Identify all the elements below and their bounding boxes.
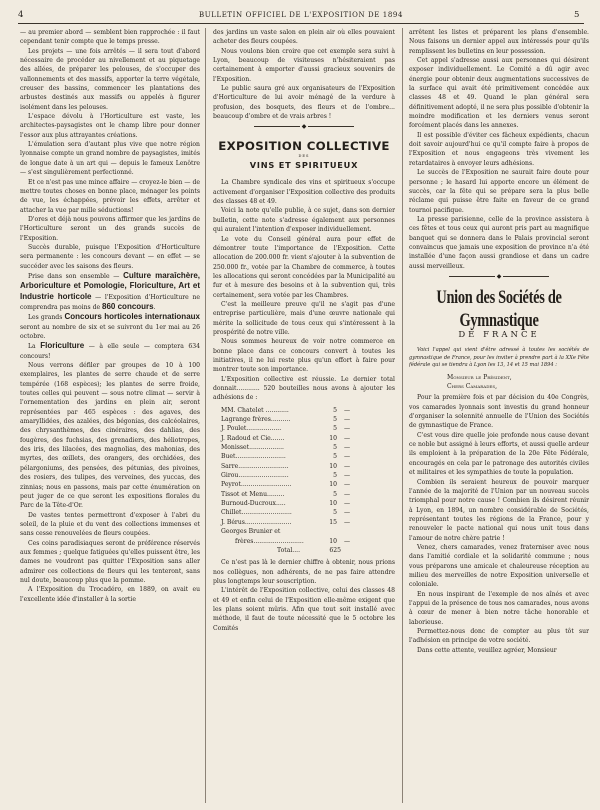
subscriber-name: Burnoud-Ducroux..... <box>221 500 286 508</box>
paragraph: C'est la meilleure preuve qu'il ne s'agit pas d'une entreprise particulière, mais d'une œuvre nationale qui mérite la sollicitude de tous ceux qui s'intéressent à la prospérité de notre ville. <box>213 300 395 336</box>
union-title: Union des Sociétés de Gymnastique <box>436 286 562 332</box>
list-item <box>213 527 395 536</box>
subscriber-count: 15 <box>329 518 337 526</box>
dash: — <box>344 453 351 461</box>
column-rule-left <box>205 28 206 803</box>
subscriber-count: 5 <box>333 472 337 480</box>
subscriber-count: 5 <box>333 509 337 517</box>
dash: — <box>344 425 351 433</box>
total-value: 625 <box>329 546 341 554</box>
dash: — <box>344 481 351 489</box>
subscriber-name: Tissot et Menu......... <box>221 490 285 498</box>
paragraph: Cet appel s'adresse aussi aux personnes qui désirent exposer individuellement. Le Comité a dû agir avec énergie pour obtenir deux augmentations successives de la surface qui avait été primitivement concédée aux classes 48 et 49. Quand le plan général sera définitivement adopté, il ne sera plus possible d'obtenir la moindre modification et les derniers venus seront forcément placés dans les annexes. <box>409 57 589 130</box>
paragraph: C'est vous dire quelle joie profonde nous cause devant ce noble but assigné à leurs efforts, et aussi quelle ardeur ils emploient à la préparation de la 20e Fête Fédérale, encouragés en cela par le patronage des autorités civiles et militaires et les sympathies de toute la population. <box>409 431 589 477</box>
page-number-right: 5 <box>573 10 580 20</box>
subscriber-name: Chillet.......................... <box>221 509 292 517</box>
subscriber-name: Sarre.......................... <box>221 462 289 470</box>
text: — à elle seule — comptera 634 concours! <box>20 343 200 360</box>
list-total <box>213 546 395 555</box>
list-item <box>213 471 395 480</box>
list-item <box>213 499 395 508</box>
union-subtitle: DE FRANCE <box>458 329 540 340</box>
list-item <box>213 434 395 443</box>
paragraph: D'ores et déjà nous pouvons affirmer que les jardins de l'Horticulture seront un des grands succès de l'Exposition. <box>20 215 200 242</box>
paragraph: arrêtent les listes et préparent les plans d'ensemble. Nous faisons un dernier appel aux intéressés pour qu'ils remplissent les bulletins en leur possession. <box>409 29 589 55</box>
subscriber-count: 5 <box>333 490 337 498</box>
concours-count: 860 concours <box>102 301 154 311</box>
paragraph: L'Exposition collective est réussie. Le dernier total donnait............ 520 bouteilles nous avons à ajouter les adhésions de : <box>213 375 395 402</box>
section-title: EXPOSITION COLLECTIVE <box>218 139 390 154</box>
dash: — <box>344 462 351 470</box>
subscriber-count: 5 <box>333 425 337 433</box>
list-item <box>213 518 395 527</box>
paragraph: L'émulation sera d'autant plus vive que notre région lyonnaise compte un grand nombre de paysagistes, imités de longue date à un art qui — depuis le fameux Lenôtre — s'est singulièrement perfectionné. <box>20 141 200 177</box>
paragraph: L'espace dévolu à l'Horticulture est vaste, les architectes-paysagistes ont le champ libre pour donner l'essor aux plus attrayantes créations. <box>20 113 200 139</box>
total-label: Total.... <box>277 546 301 554</box>
subscriber-count: 10 <box>329 537 337 545</box>
subscriber-name: Buet.......................... <box>221 453 286 461</box>
paragraph: des jardins un vaste salon en plein air où elles pouvaient acheter des fleurs coupées. <box>213 29 395 46</box>
paragraph: Les projets — une fois arrêtés — il sera tout d'abord nécessaire de procéder au nivellement et au piquetage des allées, de préparer les pelouses, de s'occuper des vallonnements et des massifs, apporter la terre végétale, creuser des bassins, commencer les plantations des arbustes destinés aux massifs ou appelés à figurer isolément dans les pelouses. <box>20 47 200 111</box>
list-item <box>213 406 395 415</box>
paragraph: Combien ils seraient heureux de pouvoir marquer l'année de la majorité de l'Union par un nouveau succès triomphal pour notre cause ! Combien ils désirent réunir à Lyon, en 1894, un nombre considérable de Sociétés, représentant toutes les régions de la France, pour y renouveler le pacte national qui nous unit tous dans l'amour de notre chère patrie ! <box>409 478 589 542</box>
subscriber-name: J. Bérus........................ <box>221 518 292 526</box>
list-item <box>213 452 395 461</box>
paragraph: La presse parisienne, celle de la province assistera à ces fêtes et tous ceux qui auront pris part au magnifique banquet qui se donnera dans le Palais provincial seront convaincus que jamais une exposition de province n'a été installée d'une façon aussi grandiose et dans un cadre aussi merveilleux. <box>409 215 589 270</box>
paragraph: Voici la note qu'elle publie, à ce sujet, dans son dernier bulletin, cette note s'adresse également aux personnes qui auraient l'intention d'exposer individuellement. <box>213 207 395 234</box>
subscriber-name: frères.......................... <box>235 537 304 545</box>
paragraph: Le succès de l'Exposition ne saurait faire doute pour personne ; le hasard lui apporte encore un élément de succès, car la fête qui se prépare sera la plus belle réclame qui puisse être faite en faveur de ce grand tournoi pacifique. <box>409 169 589 214</box>
paragraph: Succès durable, puisque l'Exposition d'Horticulture sera permanente : les concours devant — en effet — se succéder avec les saisons des fleurs. <box>20 243 200 270</box>
dash: — <box>344 434 351 442</box>
paragraph: A l'Exposition du Trocadéro, en 1889, on avait eu l'excellente idée d'installer à la sortie <box>20 586 200 603</box>
page-header <box>18 9 584 24</box>
subscriber-count: 10 <box>329 500 337 508</box>
column-rule-right <box>402 28 403 803</box>
paragraph: Ces coins paradisiaques seront de préférence réservés aux femmes ; quelque fatiguées qu'elles puissent être, les dames ne voudront pas quitter l'Exposition sans aller admirer ces collections de fleurs qui les tenteront, sans nul doute, beaucoup plus que la pomme. <box>20 539 200 584</box>
paragraph-floriculture <box>20 341 200 361</box>
paragraph: De vastes tentes permettront d'exposer à l'abri du soleil, de la pluie et du vent des collections immenses et sans cesse renouvelées de fleurs coupées. <box>20 511 200 538</box>
paragraph-categories <box>20 271 200 312</box>
subscriber-name: Monisset.................. <box>221 444 284 452</box>
section-connector: DES <box>298 154 310 159</box>
list-item <box>213 424 395 433</box>
dash: — <box>344 444 351 452</box>
subscriber-count: 5 <box>333 444 337 452</box>
intro-note: Voici l'appel qui vient d'être adressé à toutes les sociétés de gymnastique de France, pour les inviter à prendre part à la XXe Fête fédérale qui se tiendra à Lyon les 13, 14 et 15 mai 1894 : <box>409 346 589 369</box>
text: seront au nombre de six et se suivront du 1er mai au 26 octobre. <box>20 323 200 340</box>
paragraph: Pour la première fois et par décision du 40e Congrès, vos camarades lyonnais sont investis du grand honneur d'organiser la solennité annuelle de l'Union des Sociétés de gymnastique de France. <box>409 394 589 430</box>
subscriber-name: J. Radoud et Cie....... <box>221 434 285 442</box>
dash: — <box>344 537 351 545</box>
subscriber-count: 5 <box>333 416 337 424</box>
paragraph: Nous verrons défiler par groupes de 10 à 100 exemplaires, les plantes de serre chaude et de serre tempérée (168 espèces); les plantes de serre froide, toutes celles qui peuvent — sous notre climat — servir à l'ornementation des jardins en plein air, seront représentées par 465 espèces : des agaves, des amaryllidées, des azalées, des bégonias, des calcéolaires, des chrysanthèmes, des cinéraires, des dahlias, des fougères, des fuchsias, des grenadiers, des héliotropes, des iris, des lilacées, des magnolias, des mahonias, des myrtes, des œillets, des orangers, des orchidées, des pélargoniums, des pensées, des pétunias, des pivoines, des rosiers, des tulipes, des verveines, des yuccas, des zinnias; nous en passons, mais par cette énumération on peut juger de ce que seront les expositions florales du Parc de la Tête-d'Or. <box>20 362 200 510</box>
list-item <box>213 415 395 424</box>
list-item <box>213 443 395 452</box>
subscriber-count: 10 <box>329 462 337 470</box>
list-item <box>213 480 395 489</box>
subscriber-list <box>213 406 395 556</box>
text: — l'Exposition d'Horticulture ne comprendra pas moins de <box>20 293 200 311</box>
paragraph: Nous voulons bien croire que cet exemple sera suivi à Lyon, beaucoup de visiteuses n'hésiteraient pas certainement à emporter d'aussi gracieux souvenirs de l'Exposition. <box>213 47 395 83</box>
page-number-left: 4 <box>18 10 25 20</box>
subscriber-name: Girou.......................... <box>221 472 289 480</box>
separator: ◆ <box>213 122 395 132</box>
paragraph: Nous sommes heureux de voir notre commerce en bonne place dans ce concours convert à toutes les initiatives, il ne lui reste plus qu'un effort à faire pour montrer toute son importance. <box>213 338 395 374</box>
column-3 <box>409 28 589 806</box>
dash: — <box>344 490 351 498</box>
subscriber-count: 10 <box>329 434 337 442</box>
paragraph: Le public saura gré aux organisateurs de l'Exposition d'Horticulture de lui avoir ménagé de la verdure à profusion, des bosquets, des fleurs et de l'ombre... beaucoup d'ombre et de vrais arbres ! <box>213 85 395 121</box>
salutation-president: Monsieur le Président, <box>447 373 512 381</box>
dash: — <box>344 416 351 424</box>
salutation-camarades: Chers Camarades, <box>447 383 497 391</box>
paragraph: En nous inspirant de l'exemple de nos aînés et avec l'appui de la présence de tous nos camarades, nous avons à cœur de mener à bien notre tâche honorable et laborieuse. <box>409 590 589 626</box>
list-item <box>213 508 395 517</box>
paragraph: La Chambre syndicale des vins et spiritueux s'occupe activement d'organiser l'Exposition collective des produits des classes 48 et 49. <box>213 179 395 206</box>
paragraph: Il est possible d'éviter ces fâcheux expédients, chacun doit savoir aujourd'hui ce qu'il compte faire à propos de l'Exposition et nous engageons très vivement les retardataires à envoyer leurs adhésions. <box>409 131 589 167</box>
subscriber-count: 5 <box>333 406 337 414</box>
paragraph: Ce n'est pas là le dernier chiffre à obtenir, nous prions nos collègues, non adhérents, de ne pas faire attendre plus longtemps leur souscription. <box>213 559 395 585</box>
list-item <box>213 537 395 546</box>
list-item <box>213 462 395 471</box>
subscriber-name: J. Poulet.................. <box>221 425 282 433</box>
dash: — <box>344 472 351 480</box>
concours-internationaux: Concours horticoles internationaux <box>64 312 200 322</box>
paragraph: Le vote du Conseil général aura pour effet de démontrer toute l'importance de l'Exposition. Cette allocation de 200.000 fr. vient s'ajouter à la subvention de 250.000 fr., votée par la Chambre de commerce, à toutes les allocations qui seront concédées par la Municipalité au fur et à mesure des besoins et à la subvention qui, très certainement, sera votée par les Chambres. <box>213 235 395 299</box>
floriculture-bold: Floriculture <box>40 341 85 351</box>
subscriber-name: MM. Chatelet ............ <box>221 406 289 414</box>
subscriber-count: 10 <box>329 481 337 489</box>
text: Prise dans son ensemble — <box>28 272 124 280</box>
column-1 <box>20 28 200 806</box>
subscriber-name: Georges Brunier et <box>221 528 281 536</box>
paragraph: Permettez-nous donc de compter au plus tôt sur l'adhésion en principe de votre société. <box>409 628 589 645</box>
paragraph-concours <box>20 312 200 341</box>
paragraph: Dans cette attente, veuillez agréer, Monsieur <box>417 646 557 654</box>
subscriber-name: Lagrange frères.......... <box>221 416 291 424</box>
dash: — <box>344 406 351 414</box>
paragraph: Venez, chers camarades, venez fraterniser avec nous dans l'amitié cordiale et la solidarité commune ; nous vous préparons une amicale et chaleureuse réception au milieu des merveilles de notre Exposition universelle et coloniale. <box>409 543 589 589</box>
paragraph: — au premier abord — semblent bien rapprochée : il faut cependant tenir compte que le temps presse. <box>20 29 200 46</box>
categories-bold: Culture maraîchère, Arboriculture et Pomologie, Floriculture, Art et Industrie horticole <box>20 270 200 301</box>
section-subtitle: VINS ET SPIRITUEUX <box>249 160 359 171</box>
dash: — <box>344 509 351 517</box>
paragraph: Et ce n'est pas une mince affaire — croyez-le bien — de mettre toutes choses en bonne place, ménager les points de vue, les échappées, prévoir les effets, arrêter et attacher la vue par mille séductions! <box>20 178 200 214</box>
text: Les grands <box>28 314 65 322</box>
list-item <box>213 490 395 499</box>
dash: — <box>344 500 351 508</box>
dash: — <box>344 518 351 526</box>
subscriber-count: 5 <box>333 453 337 461</box>
text: . <box>153 303 156 311</box>
bulletin-title: BULLETIN OFFICIEL DE L'EXPOSITION DE 1894 <box>198 11 404 19</box>
paragraph: L'intérêt de l'Exposition collective, celui des classes 48 et 49 et enfin celui de l'Exposition elle-même exigent que les plans soient mûris. Afin que tout soit installé avec méthode, il faut de toute nécessité que le 5 octobre les Comités <box>213 587 395 632</box>
separator: ◆ <box>409 272 589 282</box>
column-2 <box>213 28 395 806</box>
text: La <box>28 343 41 351</box>
subscriber-name: Peyrot.......................... <box>221 481 292 489</box>
